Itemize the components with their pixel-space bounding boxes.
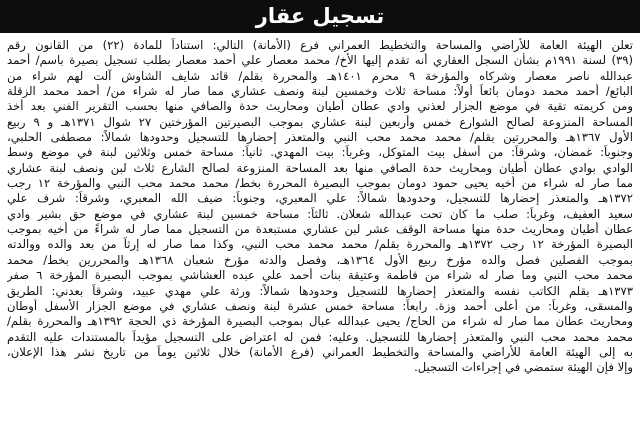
body-line: سعيد العفيف، وغرباً: صلب ما كان تحت عبدالله شعلان. ثالثاً: مساحة خمسين لبنة عشاري في موضع حق بشير وادي — [7, 206, 633, 221]
body-line: محمد محمد محب النبي والمتعذر إحضارها للتسجيل. وعليه: فمن له اعتراض على التسجيل مؤيداً بالمستندات عليه التقدم — [7, 329, 633, 344]
body-line: (٣٩) لسنة ١٩٩١م بشأن السجل العقاري أنه تقدم إليها الأخ/ محمد معصار علي أحمد معصار بطلب تسجيل بصيرة باسم/ أحمد — [7, 53, 633, 68]
body-line: الوادي بوادي عطان أطيان ومحاريث حدة الصافي منها بعد المساحة المنزوعة لصالح الشارع ثلاث لبن ونصف لبنة عشاري — [7, 160, 633, 175]
body-line: ومن كريمته تقية في موضع الجزار لعذني وادي عطان أطيان ومحاريث حدة والصافي منها بحسب التقرير الفني بعد أخذ — [7, 99, 633, 114]
body-line: تعلن الهيئة العامة للأراضي والمساحة والتخطيط العمراني فرع (الأمانة) التالي: استناداً للمادة (٢٢) من القانون رقم — [7, 38, 633, 52]
body-line: محمد محب النبي وما صار له شراء من فاطمة وعتيقة بنات أحمد علي عبده العشاشي بموجب البصيرة المؤرخة ٦ صفر — [7, 268, 633, 283]
notice-body — [7, 38, 633, 437]
body-line: وإلا فإن الهيئة ستمضي في إجراءات التسجيل. — [414, 360, 633, 375]
body-line: الأول ١٣٦٧هـ والمحررتين بقلم/ محمد محمد محب النبي والمتعذر إحضارها للتسجيل وحدودها شمالاً: مصطفى الحلبي، — [7, 130, 633, 145]
body-line: عطان أطيان ومحاريث حدة منها مساحة الوقف عشر لبن عشاري مستبعدة من التسجيل مما صار له شراءً من أخيه بموجب — [7, 222, 633, 237]
body-line: بموجب الفصلين فصل والده مؤرخ ربيع الأول ١٣٦٤هـ، وفصل والدته مؤرخ شعبان ١٣٦٨هـ والمحررين بخط/ محمد — [7, 252, 633, 267]
body-line: ١٣٧٣هـ بقلم الكاتب نفسه والمتعذر إحضارها للتسجيل وحدودها شمالاً: ورثة علي مهدي عبيد، وشرقاً بعدني: الطريق — [7, 283, 633, 298]
body-line: المساحة المنزوعة لصالح الشوارع خمس وأربعين لبنة عشاري بموجب البصيرتين المؤرختين ٢٧ شوال ١٣٧١هـ و ٩ ربيع — [7, 114, 633, 129]
body-line: البصيرة المؤرخة ١٢ رجب ١٣٧٢هـ والمحررة بقلم/ محمد محمد محب النبي، وكذا مما صار له إرثاً من بعد والده ووالدته — [7, 237, 633, 252]
body-line: والمسقى، وغرباً: من أعلى أحمد وزة. رابعاً: مساحة خمس عشرة لبنة ونصف عشاري في موضع الجزار الأسفل أوطان — [7, 298, 633, 313]
body-line: ومحاريث عطان مما صار له شراء من الحاج/ يحيى عبدالله عبال بموجب البصيرة المؤرخة ذي الحجة ١٣٩٢هـ والمحررة بقلم/ — [7, 314, 633, 329]
body-line: عبدالله ناصر معصار وشركاه والمؤرخة ٩ محرم ١٤٠١هـ والمحررة بقلم/ قائد شايف الشاوش آلت لهم شراء من — [7, 68, 633, 83]
body-line: به إلى الهيئة العامة للأراضي والمساحة والتخطيط العمراني (فرع الأمانة) خلال ثلاثين يوماً من تاريخ نشر هذا الإعلان، — [7, 344, 633, 359]
notice-title: تسجيل عقار — [255, 4, 385, 28]
body-line: وجنوباً: غمضان، وشرقاً: من أسفل بيت المتوكل، وغرباً: بيت المهدي. ثانياً: مساحة خمس وثلاثين لبنة في موضع وسط — [7, 145, 633, 160]
body-line: مما صار له شراء من أخيه يحيى حمود دومان بموجب البصيرة المحررة بخط/ محمد محمد محب النبي والمؤرخة ١٢ رجب — [7, 176, 633, 191]
notice-title-bar — [0, 0, 640, 33]
body-line: البائع/ أحمد محمد دومان بائعاً أولاً: مساحة ثلاث وخمسين لبنة ونصف عشاري مما صار له شراء من/ أحمد محمد الزقلة — [7, 84, 633, 99]
body-line: ١٣٧٢هـ والمتعذر إحضارها للتسجيل، وحدودها شمالاً: علي المعبري، وجنوباً: ضيف الله المعبري، وشرقاً: شرف علي — [7, 191, 633, 206]
